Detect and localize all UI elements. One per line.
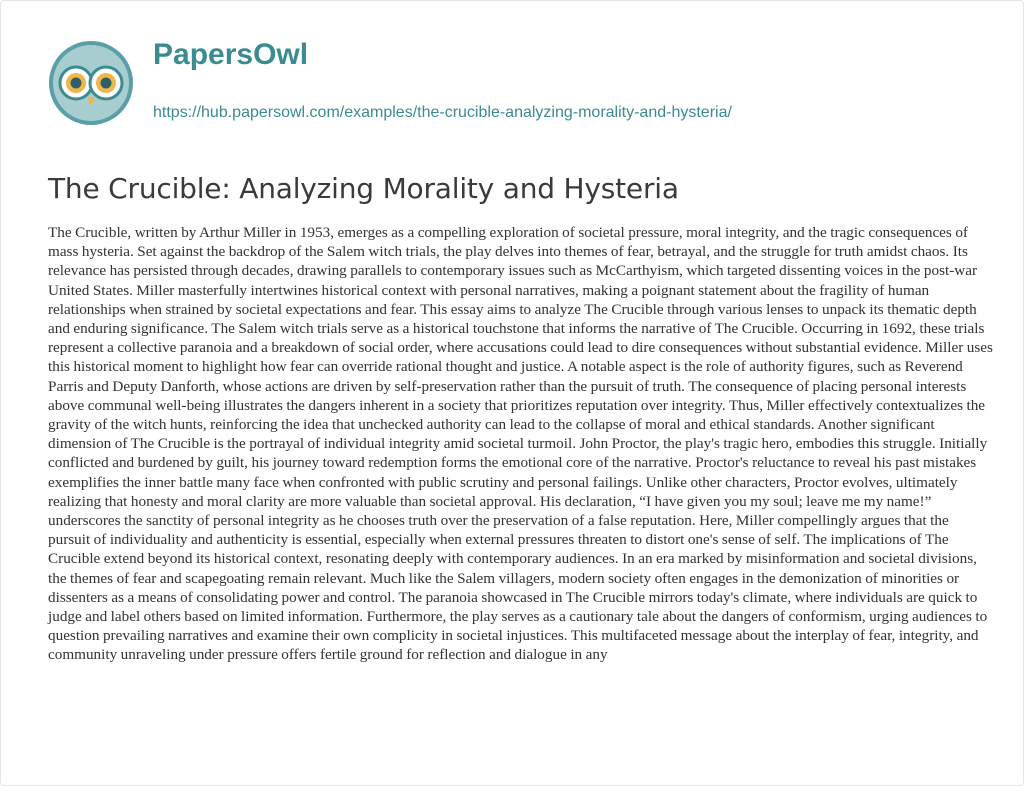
owl-face-icon <box>47 39 135 127</box>
source-url-link[interactable]: https://hub.papersowl.com/examples/the-crucible-analyzing-morality-and-hysteria/ <box>153 104 732 121</box>
site-header <box>47 35 732 135</box>
brand-block <box>153 35 732 123</box>
brand-name[interactable]: PapersOwl <box>153 38 309 71</box>
essay-body-text: The Crucible, written by Arthur Miller in 1953, emerges as a compelling exploration of societal pressure, moral integrity, and the tragic consequences of mass hysteria. Set against the backdrop of the Salem witch trials, the play delves into themes of fear, betrayal, and the struggle for truth amidst chaos. Its relevance has persisted through decades, drawing parallels to contemporary issues such as McCarthyism, which targeted dissenting voices in the post-war United States. Miller masterfully intertwines historical context with personal narratives, making a poignant statement about the fragility of human relationships when strained by societal expectations and fear. This essay aims to analyze The Crucible through various lenses to unpack its thematic depth and enduring significance. The Salem witch trials serve as a historical touchstone that informs the narrative of The Crucible. Occurring in 1692, these trials represent a collective paranoia and a breakdown of social order, where accusations could lead to dire consequences without substantial evidence. Miller uses this historical moment to highlight how fear can override rational thought and justice. A notable aspect is the role of authority figures, such as Reverend Parris and Deputy Danforth, whose actions are driven by self-preservation rather than the pursuit of truth. The consequence of placing personal interests above communal well-being illustrates the dangers inherent in a society that prioritizes reputation over integrity. Thus, Miller effectively contextualizes the gravity of the witch hunts, reinforcing the idea that unchecked authority can lead to the collapse of moral and ethical standards. Another significant dimension of The Crucible is the portrayal of individual integrity amid societal turmoil. John Proctor, the play's tragic hero, embodies this struggle. Initially conflicted and burdened by guilt, his journey toward redemption forms the emotional core of the narrative. Proctor's reluctance to reveal his past mistakes exemplifies the inner battle many face when confronted with public scrutiny and personal failings. Unlike other characters, Proctor evolves, ultimately realizing that honesty and moral clarity are more valuable than societal approval. His declaration, “I have given you my soul; leave me my name!” underscores the sanctity of personal integrity as he chooses truth over the preservation of a false reputation. Here, Miller compellingly argues that the pursuit of individuality and authenticity is essential, especially when external pressures threaten to distort one's sense of self. The implications of The Crucible extend beyond its historical context, resonating deeply with contemporary audiences. In an era marked by misinformation and societal divisions, the themes of fear and scapegoating remain relevant. Much like the Salem villagers, modern society often engages in the demonization of minorities or dissenters as a means of consolidating power and control. The paranoia showcased in The Crucible mirrors today's climate, where individuals are quick to judge and label others based on limited information. Furthermore, the play serves as a cautionary tale about the dangers of conformism, urging audiences to question prevailing narratives and examine their own complicity in societal injustices. This multifaceted message about the interplay of fear, integrity, and community unraveling under pressure offers fertile ground for reflection and dialogue in any <box>48 224 993 664</box>
essay-title: The Crucible: Analyzing Morality and Hysteria <box>48 172 679 205</box>
